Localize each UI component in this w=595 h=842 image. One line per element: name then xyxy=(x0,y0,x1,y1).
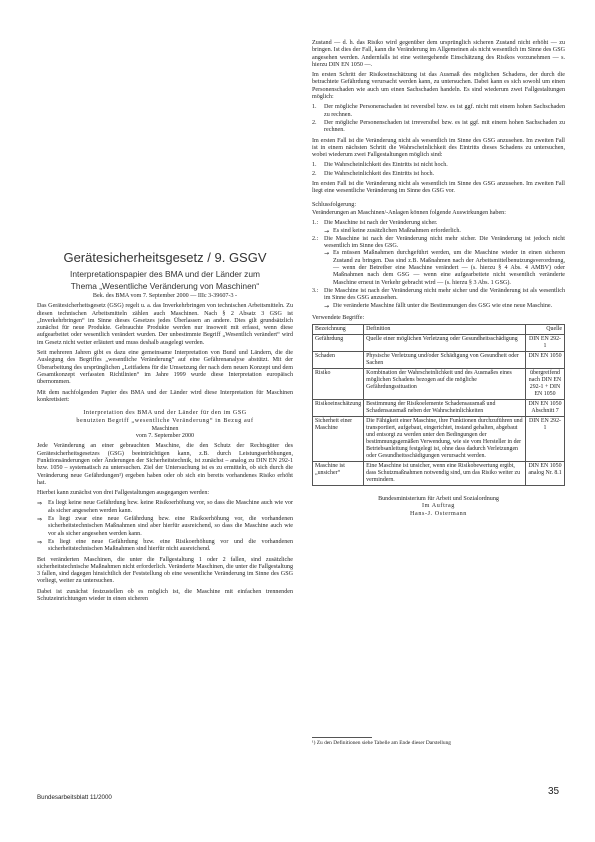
footnote-divider xyxy=(312,737,372,738)
interpretation-date: vom 7. September 2000 xyxy=(135,433,195,440)
conclusion-list xyxy=(312,220,565,310)
announcement-reference: Bek. des BMA vom 7. September 2000 — IIIc 3-39607-3 - xyxy=(92,293,238,299)
table-cell: Kombination der Wahrscheinlichkeit und des Ausmaßes eines möglichen Schadens bezogen auf die mögliche Gefährdungssituation xyxy=(364,369,526,400)
paragraph: Hierbei kann zunächst von drei Fallgestaltungen ausgegangen werden: xyxy=(37,490,210,497)
paragraph: Veränderungen an Maschinen/-Anlagen können folgende Auswirkungen haben: xyxy=(312,209,506,216)
table-cell: DIN EN 1050 Abschnitt 7 xyxy=(526,400,565,417)
publication-footer: Bundesarbeitsblatt 11/2000 xyxy=(37,794,112,801)
table-row xyxy=(313,462,565,486)
list-item: 1. Die Wahrscheinlichkeit des Eintritts ist nicht hoch. xyxy=(312,162,448,169)
consequence-text: → Es müssen Maßnahmen durchgeführt werden, um die Maschine wieder in einen sicheren Zustand zu bringen. Das sind z.B. Maßnahmen nach der Arbeitsmittelbenutzungsverordnung, — wenn der Betreiber eine Maschine verändert — (s. hierzu § 4 Abs. 4 AMBV) oder Maßnahmen nach dem GSG — wenn eine aufgearbeitete nicht wesentlich veränderte Maschine erneut in Verkehr gebracht wird — (s. hierzu § 3 Abs. 1 GSG). xyxy=(324,250,565,286)
list-item: 2. Der mögliche Personenschaden ist irreversibel bzw. es ist ggf. mit einem hohen Sachschaden zu rechnen. xyxy=(312,119,565,134)
signatory-name: Hans-J. Ostermann xyxy=(410,510,467,517)
left-column xyxy=(37,250,293,606)
right-column xyxy=(312,40,565,518)
table-cell: Quelle einer möglichen Verletzung oder Gesundheitsschädigung xyxy=(364,335,526,352)
table-row xyxy=(313,417,565,462)
table-row xyxy=(313,369,565,400)
table-cell: Maschine ist „unsicher“ xyxy=(313,462,364,486)
consequence-text: → Es sind keine zusätzlichen Maßnahmen erforderlich. xyxy=(324,228,565,235)
table-cell: Risiko xyxy=(313,369,364,400)
article-subtitle-line1: Interpretationspapier des BMA und der Länder zum xyxy=(70,269,260,279)
signature-block xyxy=(312,496,565,518)
ministry-name: Bundesministerium für Arbeit und Sozialordnung xyxy=(378,496,499,503)
table-cell: Sicherheit einer Maschine xyxy=(313,417,364,462)
table-header-row xyxy=(313,325,565,335)
paragraph: Bei veränderten Maschinen, die unter die Fallgestaltung 1 oder 2 fallen, sind zusätzliche sicherheitstechnische Maßnahmen nicht erforderlich. Veränderte Maschinen, die unter die Fallgestaltung 3 fallen, sind dagegen hinsichtlich der Feststellung ob eine wesentliche Veränderung im Sinne des GSG vorliegt, weiter zu untersuchen. xyxy=(37,556,293,585)
table-cell: DIN EN 292-1 xyxy=(526,417,565,462)
table-row xyxy=(313,352,565,369)
list-item: 1. Der mögliche Personenschaden ist reversibel bzw. es ist ggf. nicht mit einem hohen Sachschaden zu rechnen. xyxy=(312,104,565,118)
article-subtitle-line2: Thema „Wesentliche Veränderung von Maschinen“ xyxy=(70,281,260,291)
table-cell: übergreifend nach DIN EN 292-1 + DIN EN 1050 xyxy=(526,369,565,400)
paragraph: Im ersten Fall ist die Veränderung nicht als wesentlich im Sinne des GSG anzusehen. Im zweiten Fall ist in einem nächsten Schritt die Wahrscheinlichkeit des Eintritts dieses Schadens zu untersuchen, wobei wiederum zwei Fallgestaltungen möglich sind: xyxy=(312,137,565,159)
damage-case-list xyxy=(312,104,565,134)
definitions-table xyxy=(312,324,565,486)
list-item: 3.: Die Maschine ist nach der Veränderung nicht mehr sicher und die Veränderung ist als wesentlich im Sinne des GSG anzusehen. → Die veränderte Maschine fällt unter die Bestimmungen des GSG wie eine neue Maschine. xyxy=(312,288,565,310)
paragraph: Das Gerätesicherheitsgesetz (GSG) regelt u. a. das Inverkehrbringen von technischen Arbeitsmitteln. Zu diesen technischen Arbeitsmitteln zählen auch Maschinen. Nach § 2 Absatz 3 GSG ist „Inverkehrbringen“ im Sinne dieses Gesetzes jedes Überlassen an andere. Dies gilt grundsätzlich zunächst für neue Produkte. Gebrauchte Produkte werden nur insoweit mit erfasst, wenn diese aufgearbeitet oder wesentlich verändert wurden. Der unbestimmte Begriff „Wesentlich verändert“ wird im Gesetz nicht weiter erläutert und muss deshalb ausgelegt werden. xyxy=(37,303,293,346)
table-cell: Risikoeinschätzung xyxy=(313,400,364,417)
column-header: Definition xyxy=(364,325,526,335)
list-item: 2. Die Wahrscheinlichkeit des Eintritts ist hoch. xyxy=(312,170,435,177)
table-cell: DIN EN 292-1 xyxy=(526,335,565,352)
list-item: 1.: Die Maschine ist nach der Veränderung sicher. → Es sind keine zusätzlichen Maßnahmen erforderlich. xyxy=(312,220,565,235)
table-cell: Bestimmung der Risikoelemente Schadensausmaß und Schadensausmaß neben der Wahrscheinlichkeiten xyxy=(364,400,526,417)
paragraph: Im ersten Schritt der Risikoeinschätzung ist das Ausmaß des möglichen Schadens, der durch die betrachtete Gefährdung verursacht werden kann, zu untersuchen. Dabei kann es sich sowohl um einen Personenschaden wie auch um einen Sachschaden handeln. Es sind wiederum zwei Fallgestaltungen möglich: xyxy=(312,72,565,101)
column-header: Bezeichnung xyxy=(313,325,364,335)
paragraph: Im ersten Fall ist die Veränderung nicht als wesentlich im Sinne des GSG anzusehen. Im zweiten Fall liegt eine wesentliche Veränderung im Sinne des GSG vor. xyxy=(312,181,565,195)
terms-heading: Verwendete Begriffe: xyxy=(312,314,365,321)
table-cell: Gefährdung xyxy=(313,335,364,352)
table-cell: Eine Maschine ist unsicher, wenn eine Risikobewertung ergibt, dass Schutzmaßnahmen notwendig sind, um das Risiko weiter zu vermindern. xyxy=(364,462,526,486)
interpretation-title-line2: benutzten Begriff „wesentliche Veränderung“ in Bezug auf xyxy=(76,418,254,425)
table-row xyxy=(313,400,565,417)
table-row xyxy=(313,335,565,352)
paragraph: Zustand — d. h. das Risiko wird gegenüber dem ursprünglich sicheren Zustand nicht erhöht — zu bringen. Ist dies der Fall, kann die Veränderung im Allgemeinen als nicht wesentlich im Sinne des GSG angesehen werden. Andernfalls ist eine weitergehende Einschätzung des Risikos vorzunehmen — s. hierzu DIN EN 1050 —. xyxy=(312,40,565,68)
list-item: ⇒ Es liegt keine neue Gefährdung bzw. keine Risikoerhöhung vor, so dass die Maschine auch wie vor als sicher angesehen werden kann. xyxy=(37,500,293,515)
table-cell: Schaden xyxy=(313,352,364,369)
list-item: 2.: Die Maschine ist nach der Veränderung nicht mehr sicher. Die Veränderung ist jedoch nicht wesentlich im Sinne des GSG. → Es müssen Maßnahmen durchgeführt werden, um die Maschine wieder in einen sicheren Zustand zu bringen. Das sind z.B. Maßnahmen nach der Arbeitsmittelbenutzungsverordnung, — wenn der Betreiber eine Maschine verändert — (s. hierzu § 4 Abs. 4 AMBV) oder Maßnahmen nach dem GSG — wenn eine aufgearbeitete nicht wesentlich veränderte Maschine erneut in Verkehr gebracht wird — (s. hierzu § 3 Abs. 1 GSG). xyxy=(312,236,565,287)
list-item: ⇒ Es liegt eine neue Gefährdung bzw. eine Risikoerhöhung vor und die vorhandenen sicherheitstechnischen Maßnahmen sind hierfür nicht ausreichend. xyxy=(37,539,293,554)
on-behalf-line: Im Auftrag xyxy=(422,503,455,510)
consequence-text: → Die veränderte Maschine fällt unter die Bestimmungen des GSG wie eine neue Maschine. xyxy=(324,303,565,310)
column-header: Quelle xyxy=(526,325,565,335)
article-title: Gerätesicherheitsgesetz / 9. GSGV xyxy=(63,250,267,265)
table-cell: Die Fähigkeit einer Maschine, ihre Funktionen durchzuführen und transportiert, aufgebaut, eingerichtet, instand gehalten, abgebaut und entsorgt zu werden unter den Bedingungen der bestimmungsgemäßen Verwendung, wie sie vom Hersteller in der Betriebsanleitung festgelegt ist, ohne dass dadurch Verletzungen oder Gesundheitsschädigungen verursacht werden. xyxy=(364,417,526,462)
conclusion-heading: Schlussfolgerung: xyxy=(312,201,357,208)
table-cell: DIN EN 1050 analog Nr. 8.1 xyxy=(526,462,565,486)
list-item: ⇒ Es liegt zwar eine neue Gefährdung bzw. eine Risikoerhöhung vor, die vorhandenen sicherheitstechnischen Maßnahmen sind aber hierfür ausreichend, so dass die Maschine auch wie vor als sicher angesehen werden kann. xyxy=(37,516,293,538)
paragraph: Seit mehreren Jahren gibt es dazu eine gemeinsame Interpretation von Bund und Ländern, die die Auslegung des Begriffes „wesentliche Veränderung“ auf eine Gefährenanalyse abstützt. Mit der Überarbeitung des ursprünglichen „Leitfadens für die Umsetzung der nach dem neuen Konzept und dem Gesamtkonzept verfassten Richtlinien“ im Jahre 1999 wurde diese Interpretation europäisch übernommen. xyxy=(37,350,293,386)
case-list xyxy=(37,500,293,553)
table-cell: DIN EN 1050 xyxy=(526,352,565,369)
paragraph: Jede Veränderung an einer gebrauchten Maschine, die den Schutz der Rechtsgüter des Gerätesicherheitsgesetzes (GSG) beeinträchtigen kann, z.B. durch Leistungserhöhungen, Funktionsänderungen oder Änderungen der Sicherheitstechnik, ist zunächst – analog zu DIN EN 292-1 bzw. 1050 – systematisch zu untersuchen. Ziel der Untersuchung ist es zu ermitteln, ob sich durch die Veränderung neue Gefährdungen¹) ergeben haben oder ob sich ein bereits vorhandenes Risiko erhöht hat. xyxy=(37,443,293,486)
interpretation-title-line3: Maschinen xyxy=(151,425,179,432)
paragraph: Dabei ist zunächst festzustellen ob es möglich ist, die Maschine mit einfachen trennenden Schutzeinrichtungen wieder in einen sicheren xyxy=(37,588,293,602)
page-number: 35 xyxy=(548,786,560,797)
paragraph: Mit dem nachfolgenden Papier des BMA und der Länder wird diese Interpretation für Maschinen konkretisiert: xyxy=(37,389,293,403)
probability-case-list xyxy=(312,162,565,178)
footnote: ¹) Zu den Definitionen siehe Tabelle am Ende dieser Darstellung xyxy=(312,740,452,746)
table-cell: Physische Verletzung und/oder Schädigung von Gesundheit oder Sachen xyxy=(364,352,526,369)
interpretation-title-line1: Interpretation des BMA und der Länder für den im GSG xyxy=(83,410,247,417)
